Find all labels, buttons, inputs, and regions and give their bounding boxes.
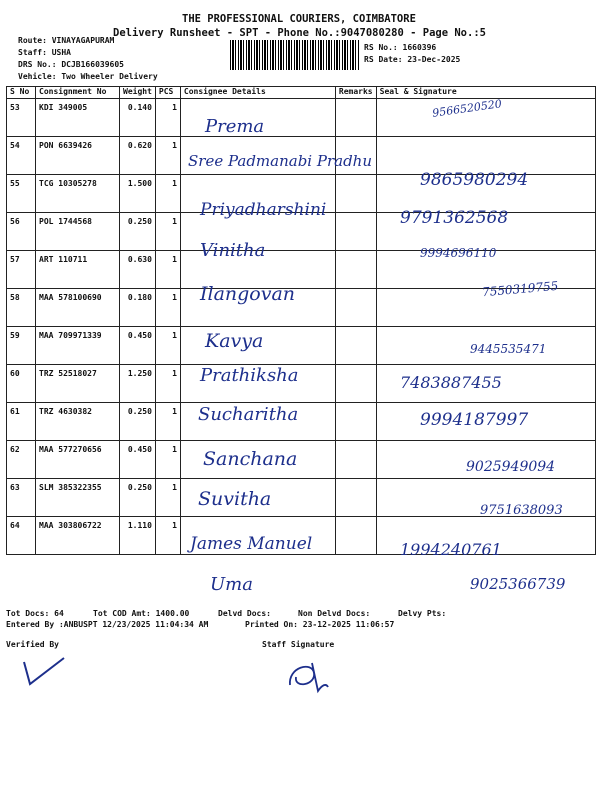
remarks-cell bbox=[335, 365, 376, 403]
verified-by-label: Verified By bbox=[6, 640, 59, 649]
weight-cell: 0.180 bbox=[120, 289, 156, 327]
consignment-cell: KDI 349005 bbox=[36, 99, 120, 137]
remarks-cell bbox=[335, 213, 376, 251]
total-cod-amount: Tot COD Amt: 1400.00 bbox=[93, 609, 190, 618]
weight-cell: 0.450 bbox=[120, 327, 156, 365]
sno-cell: 63 bbox=[7, 479, 36, 517]
consignment-cell: POL 1744568 bbox=[36, 213, 120, 251]
route-label: Route: VINAYAGAPURAM bbox=[18, 36, 115, 45]
consignment-cell: ART 110711 bbox=[36, 251, 120, 289]
handwritten-consignee: Sucharitha bbox=[198, 404, 299, 425]
handwritten-seal-signature: 1994240761 bbox=[400, 540, 502, 559]
weight-cell: 0.140 bbox=[120, 99, 156, 137]
rs-number: RS No.: 1660396 bbox=[364, 43, 437, 52]
pcs-cell: 1 bbox=[155, 365, 180, 403]
seal-cell bbox=[376, 137, 595, 175]
handwritten-seal-signature: 9751638093 bbox=[480, 503, 563, 518]
remarks-cell bbox=[335, 479, 376, 517]
handwritten-consignee: Vinitha bbox=[200, 240, 266, 261]
col-sno: S No bbox=[7, 87, 36, 99]
handwritten-consignee: Prathiksha bbox=[200, 365, 299, 386]
pcs-cell: 1 bbox=[155, 213, 180, 251]
staff-signature-stroke bbox=[290, 663, 328, 691]
handwritten-seal-signature: 9566520520 bbox=[431, 97, 503, 120]
handwritten-seal-signature: 9025366739 bbox=[470, 575, 566, 593]
verification-check-stroke bbox=[24, 658, 64, 684]
remarks-cell bbox=[335, 327, 376, 365]
staff-signature-mark bbox=[282, 655, 332, 697]
pcs-cell: 1 bbox=[155, 99, 180, 137]
runsheet-title: Delivery Runsheet - SPT - Phone No.:9047080280 - Page No.:5 bbox=[113, 27, 486, 39]
remarks-cell bbox=[335, 251, 376, 289]
handwritten-consignee: Uma bbox=[210, 574, 253, 595]
handwritten-seal-signature: 9025949094 bbox=[466, 459, 556, 475]
col-consignment: Consignment No bbox=[36, 87, 120, 99]
sno-cell: 58 bbox=[7, 289, 36, 327]
sno-cell: 61 bbox=[7, 403, 36, 441]
table-header-row bbox=[7, 87, 596, 99]
sno-cell: 59 bbox=[7, 327, 36, 365]
remarks-cell bbox=[335, 403, 376, 441]
total-docs: Tot Docs: 64 bbox=[6, 609, 64, 618]
printed-on: Printed On: 23-12-2025 11:06:57 bbox=[245, 620, 395, 629]
consignment-cell: TCG 10305278 bbox=[36, 175, 120, 213]
sno-cell: 55 bbox=[7, 175, 36, 213]
sno-cell: 62 bbox=[7, 441, 36, 479]
remarks-cell bbox=[335, 517, 376, 555]
handwritten-seal-signature: 9791362568 bbox=[400, 208, 509, 228]
sno-cell: 53 bbox=[7, 99, 36, 137]
vehicle-label: Vehicle: Two Wheeler Delivery bbox=[18, 72, 158, 81]
weight-cell: 0.620 bbox=[120, 137, 156, 175]
remarks-cell bbox=[335, 441, 376, 479]
handwritten-consignee: Suvitha bbox=[198, 488, 272, 510]
col-pcs: PCS bbox=[155, 87, 180, 99]
handwritten-consignee: Ilangovan bbox=[200, 283, 296, 305]
handwritten-consignee: Kavya bbox=[205, 330, 264, 352]
col-seal-signature: Seal & Signature bbox=[376, 87, 595, 99]
drs-number: DRS No.: DCJB166039605 bbox=[18, 60, 124, 69]
consignment-cell: MAA 578100690 bbox=[36, 289, 120, 327]
staff-label: Staff: USHA bbox=[18, 48, 71, 57]
handwritten-seal-signature: 9994696110 bbox=[420, 246, 497, 260]
handwritten-seal-signature: 9994187997 bbox=[420, 410, 529, 430]
consignment-cell: MAA 303806722 bbox=[36, 517, 120, 555]
weight-cell: 1.110 bbox=[120, 517, 156, 555]
table-row bbox=[7, 99, 596, 137]
weight-cell: 0.250 bbox=[120, 403, 156, 441]
sno-cell: 56 bbox=[7, 213, 36, 251]
pcs-cell: 1 bbox=[155, 137, 180, 175]
handwritten-consignee: Sanchana bbox=[203, 448, 298, 470]
weight-cell: 0.630 bbox=[120, 251, 156, 289]
weight-cell: 1.500 bbox=[120, 175, 156, 213]
consignment-cell: MAA 709971339 bbox=[36, 327, 120, 365]
handwritten-seal-signature: 9865980294 bbox=[420, 170, 529, 190]
non-delivered-docs: Non Delvd Docs: bbox=[298, 609, 371, 618]
handwritten-consignee: Sree Padmanabi Pradhu bbox=[188, 152, 372, 170]
delivered-docs: Delvd Docs: bbox=[218, 609, 271, 618]
col-consignee: Consignee Details bbox=[180, 87, 335, 99]
pcs-cell: 1 bbox=[155, 251, 180, 289]
remarks-cell bbox=[335, 99, 376, 137]
pcs-cell: 1 bbox=[155, 517, 180, 555]
table-row bbox=[7, 365, 596, 403]
staff-signature-label: Staff Signature bbox=[262, 640, 335, 649]
col-remarks: Remarks bbox=[335, 87, 376, 99]
handwritten-consignee: James Manuel bbox=[190, 534, 313, 554]
handwritten-consignee: Priyadharshini bbox=[200, 200, 327, 220]
pcs-cell: 1 bbox=[155, 327, 180, 365]
remarks-cell bbox=[335, 289, 376, 327]
consignment-cell: SLM 385322355 bbox=[36, 479, 120, 517]
pcs-cell: 1 bbox=[155, 441, 180, 479]
remarks-cell bbox=[335, 175, 376, 213]
handwritten-seal-signature: 9445535471 bbox=[470, 342, 547, 356]
consignment-cell: TRZ 52518027 bbox=[36, 365, 120, 403]
entered-by: Entered By :ANBUSPT 12/23/2025 11:04:34 AM bbox=[6, 620, 209, 629]
sno-cell: 64 bbox=[7, 517, 36, 555]
consignment-cell: PON 6639426 bbox=[36, 137, 120, 175]
sno-cell: 60 bbox=[7, 365, 36, 403]
weight-cell: 0.250 bbox=[120, 213, 156, 251]
weight-cell: 0.250 bbox=[120, 479, 156, 517]
sno-cell: 57 bbox=[7, 251, 36, 289]
sno-cell: 54 bbox=[7, 137, 36, 175]
verification-signature bbox=[20, 652, 70, 688]
company-name: THE PROFESSIONAL COURIERS, COIMBATORE bbox=[182, 13, 416, 25]
pcs-cell: 1 bbox=[155, 289, 180, 327]
consignment-cell: TRZ 4630382 bbox=[36, 403, 120, 441]
col-weight: Weight bbox=[120, 87, 156, 99]
handwritten-seal-signature: 7550319755 bbox=[481, 278, 559, 300]
handwritten-consignee: Prema bbox=[205, 116, 265, 137]
pcs-cell: 1 bbox=[155, 479, 180, 517]
rs-date: RS Date: 23-Dec-2025 bbox=[364, 55, 461, 64]
weight-cell: 1.250 bbox=[120, 365, 156, 403]
pcs-cell: 1 bbox=[155, 403, 180, 441]
pcs-cell: 1 bbox=[155, 175, 180, 213]
handwritten-seal-signature: 7483887455 bbox=[400, 373, 502, 392]
consignment-cell: MAA 577270656 bbox=[36, 441, 120, 479]
barcode bbox=[230, 40, 360, 70]
weight-cell: 0.450 bbox=[120, 441, 156, 479]
delivery-points: Delvy Pts: bbox=[398, 609, 447, 618]
